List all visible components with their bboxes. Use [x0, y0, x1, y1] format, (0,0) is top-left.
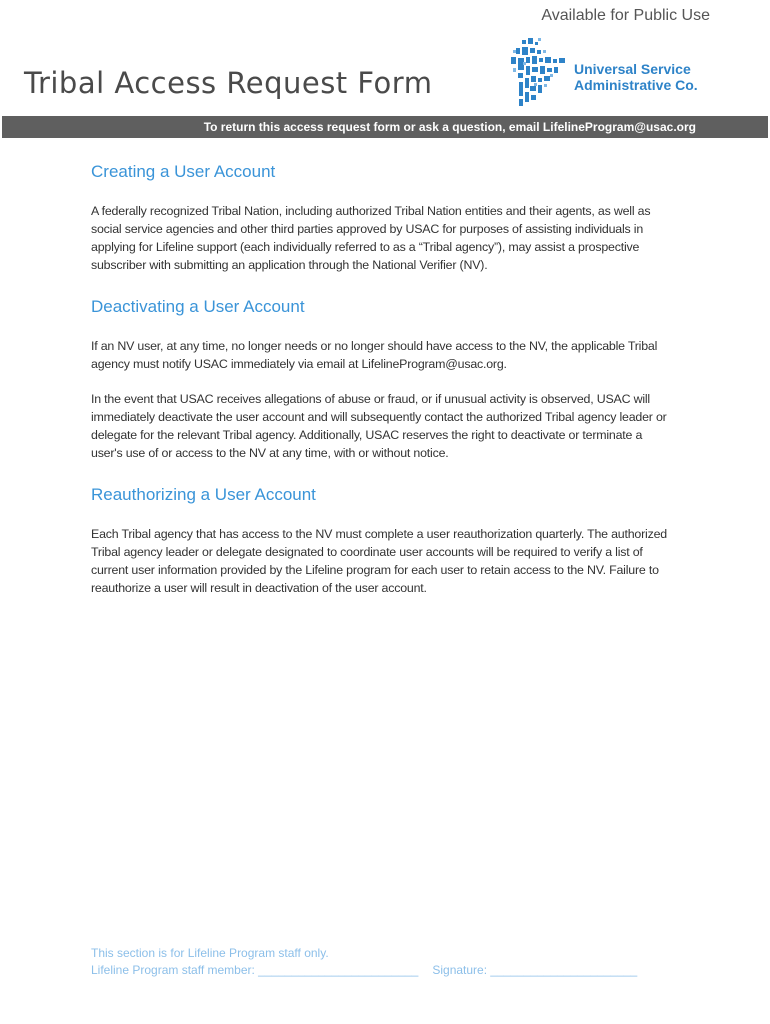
- section-heading-deactivating: Deactivating a User Account: [91, 297, 305, 316]
- public-use-label: Available for Public Use: [541, 7, 710, 24]
- page-title: Tribal Access Request Form: [24, 66, 433, 100]
- section-paragraph: Each Tribal agency that has access to the NV must complete a user reauthorization quarterly. The authorized Tribal agency leader or delegate designated to coordinate user accounts will be required to verify a list of current user information provided by the Lifeline program for each user to retain access to the NV. Failure to reauthorize a user will result in deactivation of the user account.: [91, 527, 667, 595]
- section-paragraph: In the event that USAC receives allegations of abuse or fraud, or if unusual activity is observed, USAC will immediately deactivate the user account and will subsequently contact the authorized Tribal agency leader or delegate for the relevant Tribal agency. Additionally, USAC reserves the right to deactivate or terminate a user's use of or access to the NV at any time, with or without notice.: [91, 392, 667, 460]
- staff-member-field: Lifeline Program staff member: ________________________: [91, 963, 419, 977]
- logo-line-2: Administrative Co.: [574, 77, 698, 93]
- section-heading-reauthorizing: Reauthorizing a User Account: [91, 485, 316, 504]
- staff-fields: [91, 962, 637, 979]
- main-content: [91, 0, 671, 1024]
- section-heading-creating: Creating a User Account: [91, 162, 276, 181]
- signature-field: Signature: ______________________: [432, 963, 638, 977]
- section-paragraph: A federally recognized Tribal Nation, including authorized Tribal Nation entities and their agents, as well as social service agencies and other third parties approved by USAC for purposes of assisting individuals in applying for Lifeline support (each individually referred to as a “Tribal agency”), may assist a prospective subscriber with submitting an application through the National Verifier (NV).: [91, 204, 651, 272]
- contact-banner: To return this access request form or ask a question, email LifelineProgram@usac.org: [2, 116, 768, 138]
- section-paragraph: If an NV user, at any time, no longer needs or no longer should have access to the NV, the applicable Tribal agency must notify USAC immediately via email at LifelineProgram@usac.org.: [91, 339, 658, 371]
- staff-footer: [91, 945, 637, 979]
- staff-note: This section is for Lifeline Program staff only.: [91, 946, 329, 960]
- logo-line-1: Universal Service: [574, 61, 691, 77]
